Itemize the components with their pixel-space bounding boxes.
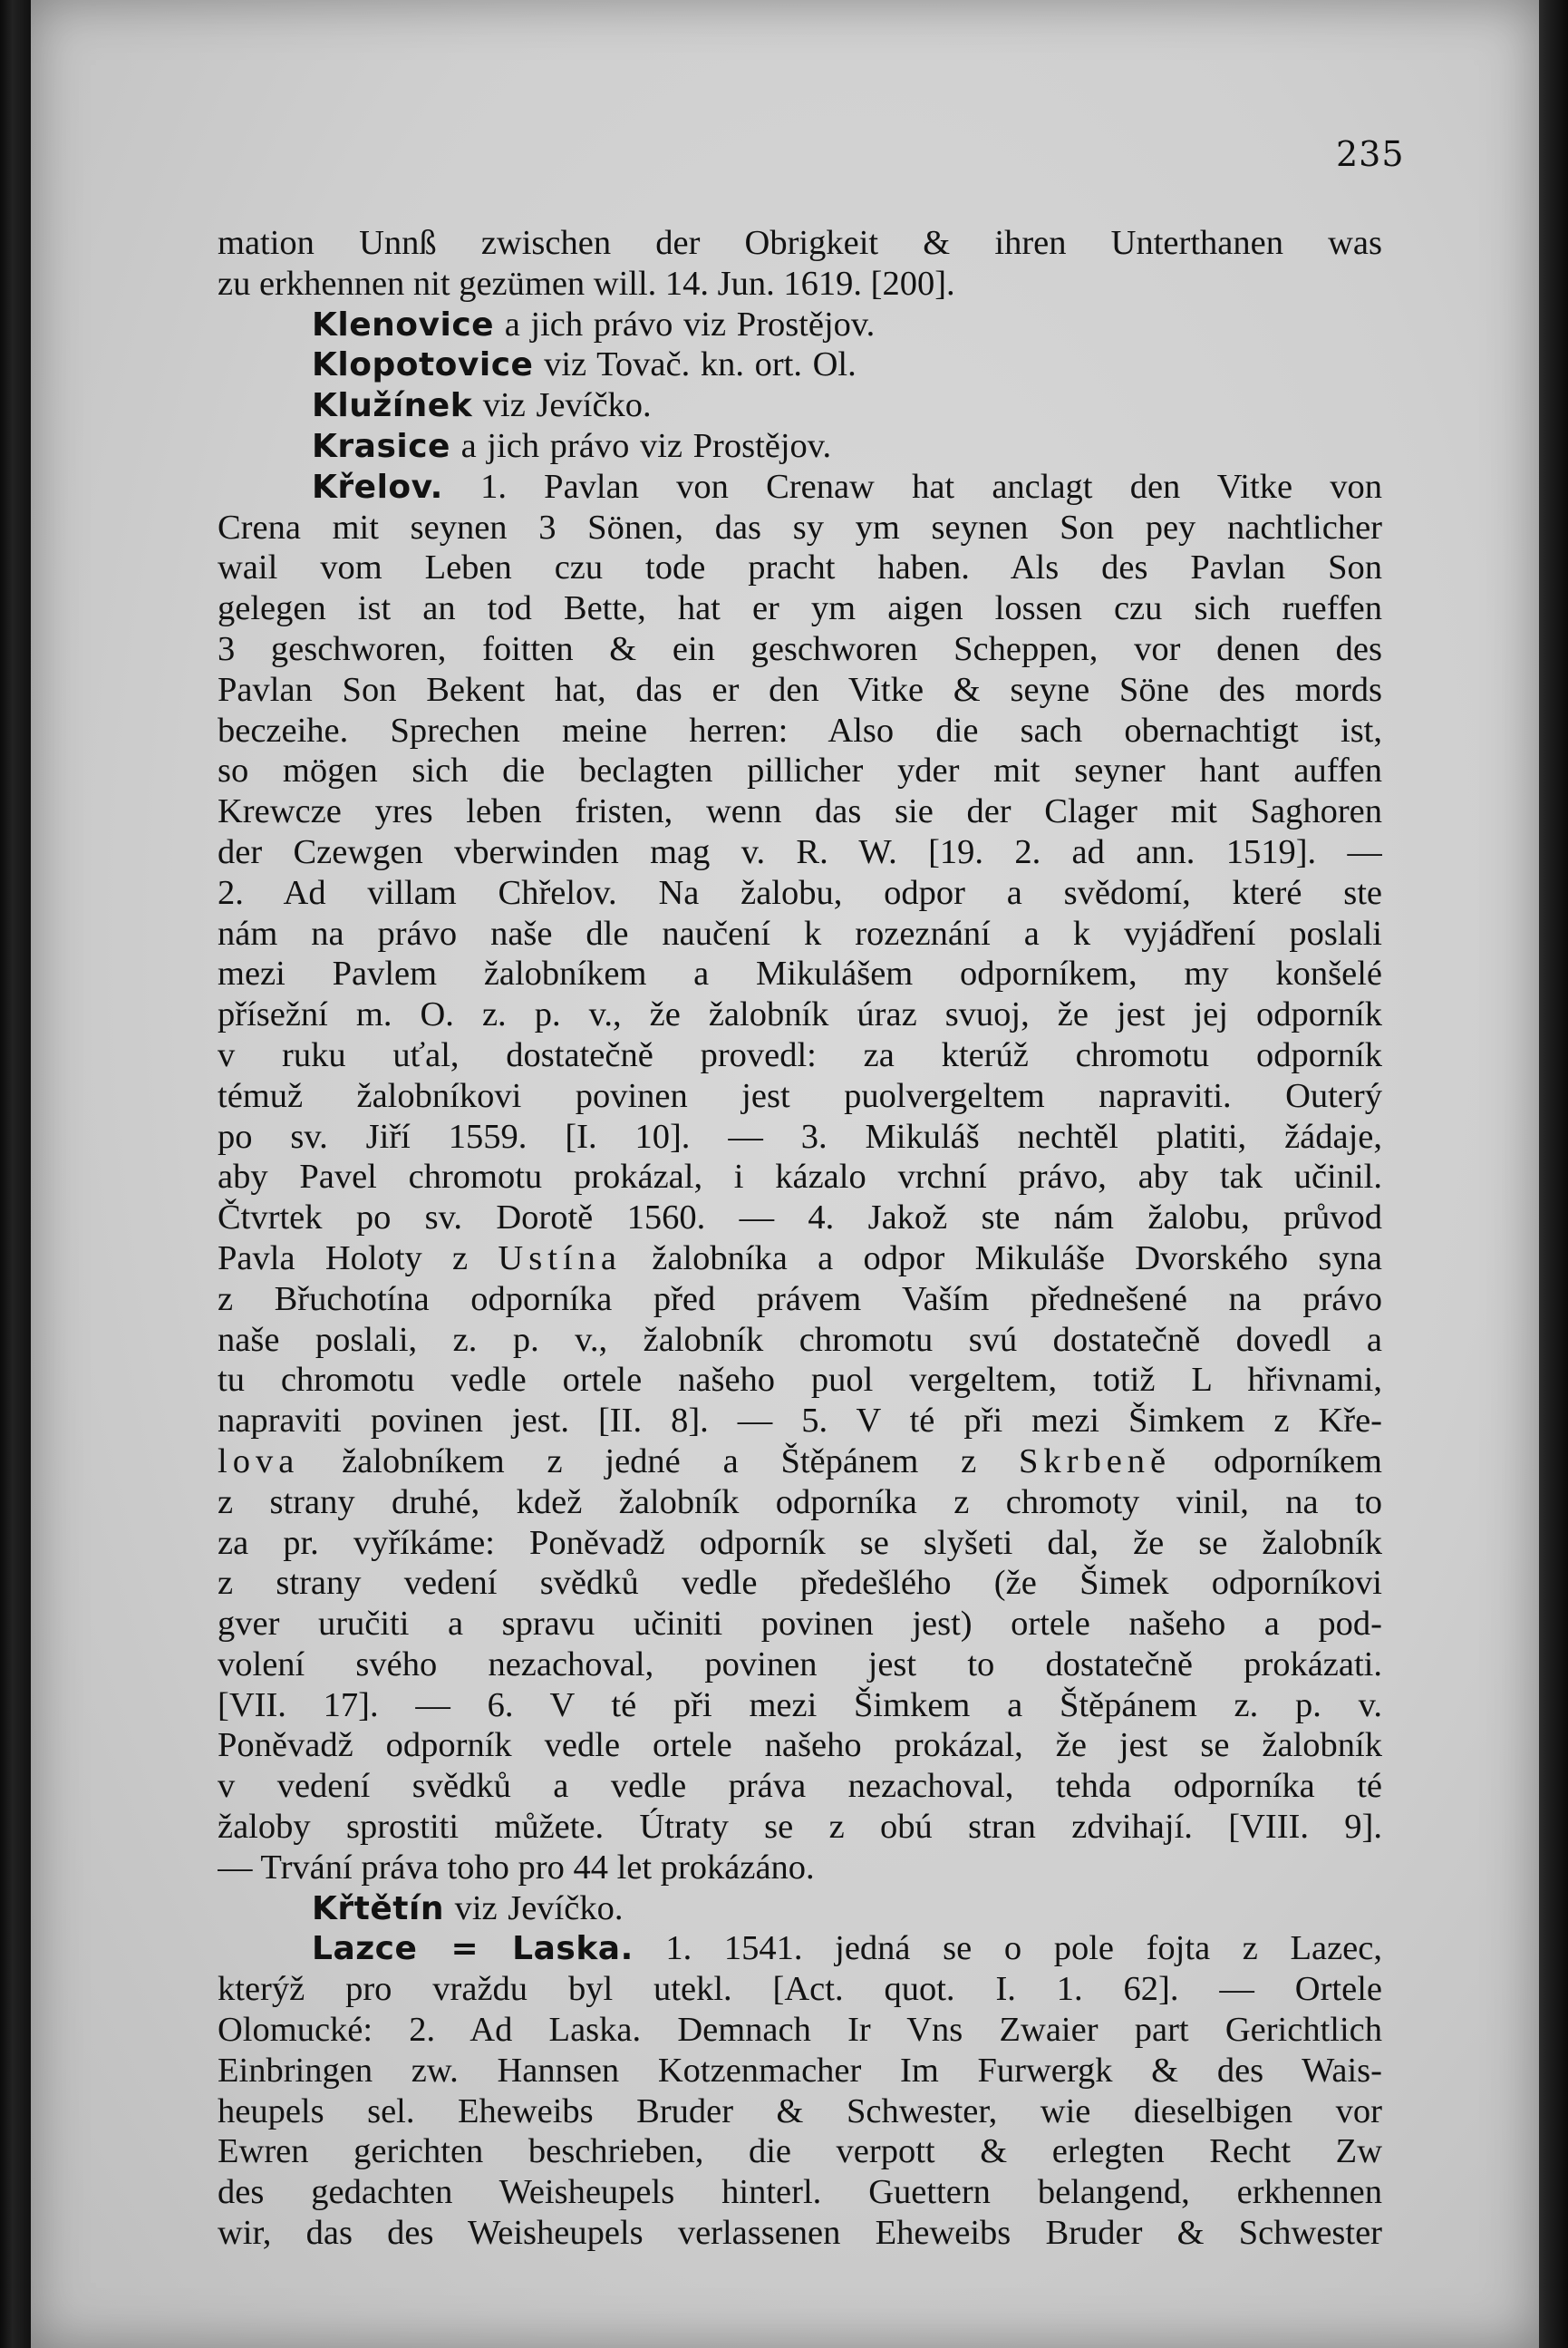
text-line: nám na právo naše dle naučení k rozeznání a k vyjádření poslali [218, 914, 1382, 953]
text-line: gelegen ist an tod Bette, hat er ym aigen lossen czu sich rueffen [218, 589, 1382, 628]
text-line: žaloby sprostiti můžete. Útraty se z obú stran zdvihají. [VIII. 9]. [218, 1808, 1382, 1847]
entry-keyword: Krasice [312, 427, 450, 465]
text-line: so mögen sich die beclagten pillicher yder mit seyner hant auffen [218, 752, 1382, 791]
entry-text: viz Jevíčko. [472, 386, 652, 425]
entry-keyword: Křelov. [312, 468, 443, 506]
scan-border-right [1539, 0, 1568, 2348]
entry-keyword: Klužínek [312, 387, 473, 425]
entry-text: 1. 1541. jedná se o pole fojta z Lazec, [633, 1929, 1382, 1968]
text-line: napraviti povinen jest. [II. 8]. — 5. V té při mezi Šimkem z Kře- [218, 1402, 1382, 1441]
text-line: wail vom Leben czu tode pracht haben. Als des Pavlan Son [218, 548, 1382, 587]
line-segment: žalobníkem z jedné a Štěpánem z [299, 1441, 1019, 1480]
text-line: Poněvadž odporník vedle ortele našeho prokázal, že jest se žalobník [218, 1726, 1382, 1765]
text-line: za pr. vyříkáme: Poněvadž odporník se slyšeti dal, že se žalobník [218, 1523, 1382, 1562]
page-body-text [218, 223, 1382, 2254]
index-entry [218, 344, 1382, 385]
text-line: [VII. 17]. — 6. V té při mezi Šimkem a Štěpánem z. p. v. [218, 1685, 1382, 1724]
text-line: Crena mit seynen 3 Sönen, das sy ym seynen Son pey nachtlicher [218, 508, 1382, 547]
spaced-place-name: Ustína [498, 1238, 622, 1277]
line-segment: žalobníka a odpor Mikuláše Dvorského syna [621, 1238, 1382, 1277]
entry-keyword: Křtětín [312, 1889, 444, 1927]
text-line: Einbringen zw. Hannsen Kotzenmacher Im Furwergk & des Wais- [218, 2051, 1382, 2090]
text-line [218, 1238, 1382, 1279]
spaced-place-name: lova [218, 1441, 300, 1480]
text-line: beczeihe. Sprechen meine herren: Also die sach obernachtigt ist, [218, 711, 1382, 750]
text-line: der Czewgen vberwinden mag v. R. W. [19. 2. ad ann. 1519]. — [218, 832, 1382, 871]
spaced-place-name: Skrbeně [1018, 1441, 1172, 1480]
text-line: Čtvrtek po sv. Dorotě 1560. — 4. Jakož ste nám žalobu, průvod [218, 1198, 1382, 1237]
text-line: témuž žalobníkovi povinen jest puolvergeltem napraviti. Outerý [218, 1076, 1382, 1115]
text-line: — Trvání práva toho pro 44 let prokázáno. [218, 1848, 815, 1887]
text-line: 2. Ad villam Chřelov. Na žalobu, odpor a svědomí, které ste [218, 873, 1382, 912]
entry-text: viz Jevíčko. [443, 1888, 624, 1927]
text-line: přísežní m. O. z. p. v., že žalobník úraz svuoj, že jest jej odporník [218, 995, 1382, 1034]
text-line: Pavlan Son Bekent hat, das er den Vitke & seyne Söne des mords [218, 670, 1382, 709]
text-line: mezi Pavlem žalobníkem a Mikulášem odporníkem, my konšelé [218, 955, 1382, 994]
index-entry [218, 426, 1382, 467]
text-line: Ewren gerichten beschrieben, die verpott & erlegten Recht Zw [218, 2132, 1382, 2171]
text-line: Krewcze yres leben fristen, wenn das sie der Clager mit Saghoren [218, 792, 1382, 831]
text-line: z strany druhé, kdež žalobník odporníka z chromoty vinil, na to [218, 1482, 1382, 1521]
entry-keyword: Lazce = Laska. [312, 1930, 634, 1968]
index-entry [218, 467, 1382, 508]
text-line: heupels sel. Eheweibs Bruder & Schwester, wie dieselbigen vor [218, 2091, 1382, 2130]
text-line: gver uručiti a spravu učiniti povinen jest) ortele našeho a pod- [218, 1605, 1382, 1644]
index-entry [218, 385, 1382, 426]
index-entry [218, 305, 1382, 345]
scan-border-left [0, 0, 31, 2348]
line-segment: Pavla Holoty z [218, 1238, 498, 1277]
entry-text: a jich právo viz Prostějov. [494, 305, 876, 344]
text-line: naše poslali, z. p. v., žalobník chromotu svú dostatečně dovedl a [218, 1320, 1382, 1359]
text-line: volení svého nezachoval, povinen jest to dostatečně prokázati. [218, 1645, 1382, 1683]
text-line: tu chromotu vedle ortele našeho puol vergeltem, totiž L hřivnami, [218, 1361, 1382, 1400]
text-line: 3 geschworen, foitten & ein geschworen Scheppen, vor denen des [218, 629, 1382, 668]
entry-text: 1. Pavlan von Crenaw hat anclagt den Vitke von [442, 467, 1382, 506]
text-line: po sv. Jiří 1559. [I. 10]. — 3. Mikuláš nechtěl platiti, žádaje, [218, 1117, 1382, 1156]
index-entry [218, 1928, 1382, 1969]
text-line: mation Unnß zwischen der Obrigkeit & ihren Unterthanen was [218, 224, 1382, 262]
index-entry [218, 1888, 1382, 1929]
text-line: z strany vedení svědků vedle předešlého (že Šimek odporníkovi [218, 1564, 1382, 1603]
page-number: 235 [1336, 134, 1405, 174]
line-segment: odporníkem [1171, 1441, 1382, 1480]
text-line: v vedení svědků a vedle práva nezachoval, tehda odporníka té [218, 1767, 1382, 1806]
text-line: zu erkhennen nit gezümen will. 14. Jun. 1619. [200]. [218, 264, 955, 303]
text-line: des gedachten Weisheupels hinterl. Guettern belangend, erkhennen [218, 2173, 1382, 2212]
text-line: z Břuchotína odporníka před právem Vaším přednešené na právo [218, 1279, 1382, 1318]
text-line: v ruku uťal, dostatečně provedl: za kterúž chromotu odporník [218, 1035, 1382, 1074]
entry-text: viz Tovač. kn. ort. Ol. [533, 345, 857, 384]
text-line: kterýž pro vraždu byl utekl. [Act. quot. I. 1. 62]. — Ortele [218, 1970, 1382, 2009]
text-line: aby Pavel chromotu prokázal, i kázalo vrchní právo, aby tak učinil. [218, 1158, 1382, 1197]
entry-keyword: Klopotovice [312, 346, 534, 384]
text-line [218, 1441, 1382, 1482]
text-line: wir, das des Weisheupels verlassenen Eheweibs Bruder & Schwester [218, 2214, 1382, 2253]
text-line: Olomucké: 2. Ad Laska. Demnach Ir Vns Zwaier part Gerichtlich [218, 2011, 1382, 2050]
entry-text: a jich právo viz Prostějov. [450, 426, 832, 465]
entry-keyword: Klenovice [312, 306, 495, 344]
